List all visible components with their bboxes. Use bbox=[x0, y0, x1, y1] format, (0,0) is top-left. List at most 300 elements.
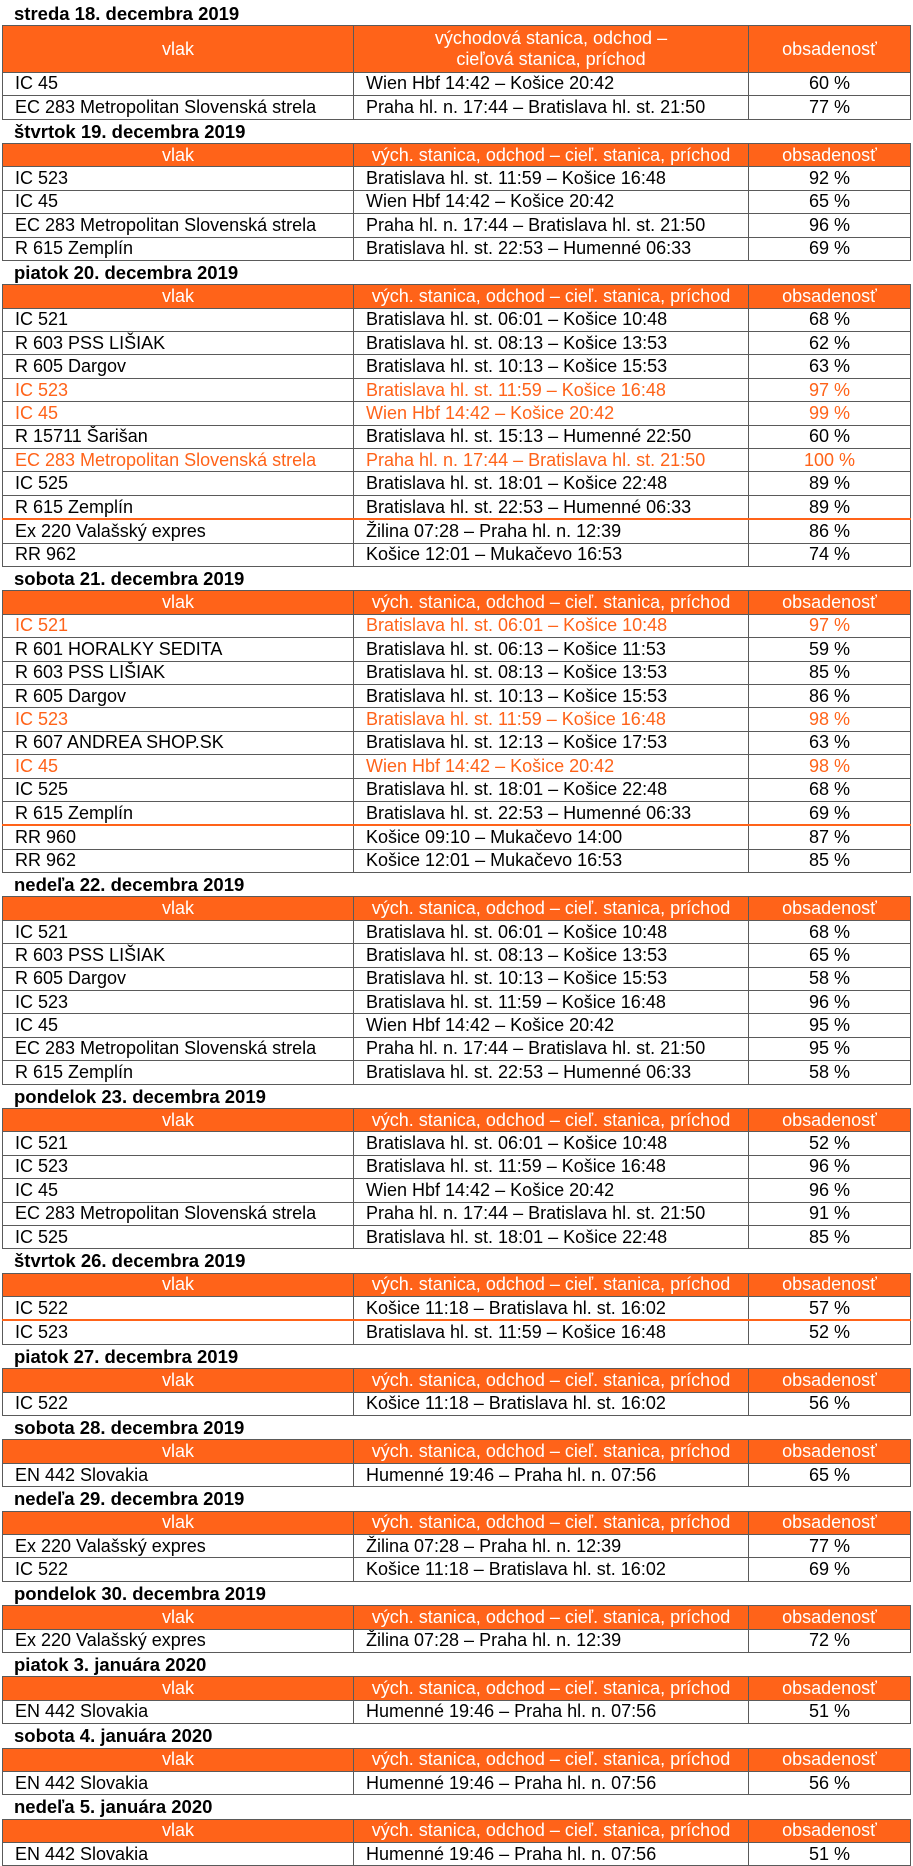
route-cell: Praha hl. n. 17:44 – Bratislava hl. st. 21:50 bbox=[354, 1202, 749, 1225]
train-cell: IC 45 bbox=[3, 755, 354, 778]
table-row bbox=[3, 801, 911, 825]
route-cell: Bratislava hl. st. 06:13 – Košice 11:53 bbox=[354, 638, 749, 661]
table-row bbox=[3, 1202, 911, 1225]
day-title: sobota 28. decembra 2019 bbox=[14, 1417, 245, 1439]
train-cell: IC 523 bbox=[3, 167, 354, 190]
route-cell: Bratislava hl. st. 11:59 – Košice 16:48 bbox=[354, 1155, 749, 1178]
column-header-occupancy: obsadenosť bbox=[749, 1108, 911, 1131]
column-header-train: vlak bbox=[3, 1369, 354, 1392]
route-cell: Bratislava hl. st. 22:53 – Humenné 06:33 bbox=[354, 495, 749, 519]
occupancy-cell: 85 % bbox=[749, 1225, 911, 1248]
route-cell: Bratislava hl. st. 11:59 – Košice 16:48 bbox=[354, 167, 749, 190]
occupancy-cell: 85 % bbox=[749, 849, 911, 872]
train-cell: R 615 Zemplín bbox=[3, 495, 354, 519]
occupancy-cell: 98 % bbox=[749, 755, 911, 778]
occupancy-table bbox=[2, 143, 911, 261]
day-section bbox=[0, 2, 913, 120]
table-row bbox=[3, 684, 911, 707]
occupancy-table bbox=[2, 1439, 911, 1487]
table-row bbox=[3, 920, 911, 943]
occupancy-cell: 77 % bbox=[749, 96, 911, 119]
occupancy-cell: 98 % bbox=[749, 708, 911, 731]
train-cell: IC 522 bbox=[3, 1297, 354, 1321]
day-title: piatok 27. decembra 2019 bbox=[14, 1345, 239, 1367]
occupancy-cell: 95 % bbox=[749, 1037, 911, 1060]
train-cell: EN 442 Slovakia bbox=[3, 1771, 354, 1794]
route-cell: Bratislava hl. st. 08:13 – Košice 13:53 bbox=[354, 944, 749, 967]
column-header-train: vlak bbox=[3, 1677, 354, 1700]
occupancy-cell: 63 % bbox=[749, 355, 911, 378]
day-title: pondelok 23. decembra 2019 bbox=[14, 1085, 266, 1107]
table-row bbox=[3, 731, 911, 754]
train-cell: RR 960 bbox=[3, 825, 354, 849]
column-header-route: vých. stanica, odchod – cieľ. stanica, príchod bbox=[354, 1748, 749, 1771]
occupancy-cell: 86 % bbox=[749, 519, 911, 543]
route-cell: Bratislava hl. st. 11:59 – Košice 16:48 bbox=[354, 378, 749, 401]
table-row bbox=[3, 1843, 911, 1866]
route-cell: Praha hl. n. 17:44 – Bratislava hl. st. 21:50 bbox=[354, 449, 749, 472]
table-header-row bbox=[3, 143, 911, 166]
train-cell: IC 523 bbox=[3, 1320, 354, 1344]
train-cell: IC 525 bbox=[3, 472, 354, 495]
table-row bbox=[3, 425, 911, 448]
table-row bbox=[3, 519, 911, 543]
day-section bbox=[0, 873, 913, 1085]
train-cell: R 605 Dargov bbox=[3, 684, 354, 707]
day-title: piatok 20. decembra 2019 bbox=[14, 261, 239, 283]
table-header-row bbox=[3, 285, 911, 308]
train-cell: IC 45 bbox=[3, 1179, 354, 1202]
occupancy-cell: 85 % bbox=[749, 661, 911, 684]
train-cell: R 15711 Šarišan bbox=[3, 425, 354, 448]
occupancy-cell: 96 % bbox=[749, 991, 911, 1014]
column-header-route: vých. stanica, odchod – cieľ. stanica, príchod bbox=[354, 1273, 749, 1296]
table-row bbox=[3, 708, 911, 731]
route-cell: Humenné 19:46 – Praha hl. n. 07:56 bbox=[354, 1463, 749, 1486]
route-cell: Bratislava hl. st. 22:53 – Humenné 06:33 bbox=[354, 801, 749, 825]
table-row bbox=[3, 825, 911, 849]
train-cell: IC 521 bbox=[3, 1132, 354, 1155]
train-cell: IC 525 bbox=[3, 1225, 354, 1248]
route-cell: Praha hl. n. 17:44 – Bratislava hl. st. 21:50 bbox=[354, 214, 749, 237]
column-header-occupancy: obsadenosť bbox=[749, 1511, 911, 1534]
train-cell: Ex 220 Valašský expres bbox=[3, 1535, 354, 1558]
route-cell: Košice 12:01 – Mukačevo 16:53 bbox=[354, 543, 749, 566]
route-cell: Bratislava hl. st. 10:13 – Košice 15:53 bbox=[354, 684, 749, 707]
table-header-row bbox=[3, 1369, 911, 1392]
table-header-row bbox=[3, 1511, 911, 1534]
route-cell: Humenné 19:46 – Praha hl. n. 07:56 bbox=[354, 1843, 749, 1866]
table-row bbox=[3, 190, 911, 213]
route-cell: Bratislava hl. st. 15:13 – Humenné 22:50 bbox=[354, 425, 749, 448]
train-cell: IC 523 bbox=[3, 378, 354, 401]
route-cell: Bratislava hl. st. 06:01 – Košice 10:48 bbox=[354, 614, 749, 637]
column-header-occupancy: obsadenosť bbox=[749, 897, 911, 920]
occupancy-cell: 95 % bbox=[749, 1014, 911, 1037]
occupancy-cell: 60 % bbox=[749, 425, 911, 448]
occupancy-cell: 69 % bbox=[749, 801, 911, 825]
route-cell: Bratislava hl. st. 06:01 – Košice 10:48 bbox=[354, 1132, 749, 1155]
table-row bbox=[3, 308, 911, 331]
route-cell: Košice 11:18 – Bratislava hl. st. 16:02 bbox=[354, 1297, 749, 1321]
occupancy-cell: 68 % bbox=[749, 308, 911, 331]
table-row bbox=[3, 1037, 911, 1060]
day-section bbox=[0, 1582, 913, 1653]
occupancy-cell: 65 % bbox=[749, 944, 911, 967]
route-cell: Humenné 19:46 – Praha hl. n. 07:56 bbox=[354, 1771, 749, 1794]
route-cell: Humenné 19:46 – Praha hl. n. 07:56 bbox=[354, 1700, 749, 1723]
occupancy-cell: 62 % bbox=[749, 332, 911, 355]
train-cell: R 615 Zemplín bbox=[3, 801, 354, 825]
table-row bbox=[3, 543, 911, 566]
day-section bbox=[0, 1653, 913, 1724]
table-row bbox=[3, 449, 911, 472]
train-cell: EN 442 Slovakia bbox=[3, 1463, 354, 1486]
occupancy-cell: 86 % bbox=[749, 684, 911, 707]
day-section bbox=[0, 1249, 913, 1345]
column-header-occupancy: obsadenosť bbox=[749, 143, 911, 166]
column-header-route: vých. stanica, odchod – cieľ. stanica, príchod bbox=[354, 1108, 749, 1131]
day-section bbox=[0, 261, 913, 567]
occupancy-cell: 96 % bbox=[749, 214, 911, 237]
occupancy-cell: 74 % bbox=[749, 543, 911, 566]
occupancy-table bbox=[2, 896, 911, 1084]
table-row bbox=[3, 944, 911, 967]
occupancy-cell: 56 % bbox=[749, 1392, 911, 1415]
occupancy-cell: 100 % bbox=[749, 449, 911, 472]
train-cell: IC 525 bbox=[3, 778, 354, 801]
occupancy-cell: 72 % bbox=[749, 1629, 911, 1652]
train-cell: IC 45 bbox=[3, 402, 354, 425]
train-cell: IC 521 bbox=[3, 920, 354, 943]
train-cell: EN 442 Slovakia bbox=[3, 1700, 354, 1723]
train-cell: RR 962 bbox=[3, 543, 354, 566]
occupancy-cell: 97 % bbox=[749, 378, 911, 401]
occupancy-table bbox=[2, 590, 911, 873]
day-section bbox=[0, 1724, 913, 1795]
column-header-route: vých. stanica, odchod – cieľ. stanica, príchod bbox=[354, 1369, 749, 1392]
route-cell: Bratislava hl. st. 18:01 – Košice 22:48 bbox=[354, 778, 749, 801]
header-line: východová stanica, odchod – bbox=[434, 28, 668, 49]
table-row bbox=[3, 96, 911, 119]
route-cell: Wien Hbf 14:42 – Košice 20:42 bbox=[354, 1014, 749, 1037]
occupancy-cell: 57 % bbox=[749, 1297, 911, 1321]
occupancy-table bbox=[2, 25, 911, 119]
train-cell: R 605 Dargov bbox=[3, 355, 354, 378]
occupancy-cell: 63 % bbox=[749, 731, 911, 754]
train-cell: IC 523 bbox=[3, 991, 354, 1014]
table-row bbox=[3, 1700, 911, 1723]
table-row bbox=[3, 1225, 911, 1248]
column-header-occupancy: obsadenosť bbox=[749, 285, 911, 308]
occupancy-cell: 65 % bbox=[749, 190, 911, 213]
occupancy-table bbox=[2, 1819, 911, 1866]
table-row bbox=[3, 495, 911, 519]
occupancy-cell: 89 % bbox=[749, 472, 911, 495]
occupancy-table bbox=[2, 1511, 911, 1582]
day-title: štvrtok 19. decembra 2019 bbox=[14, 120, 246, 142]
route-cell: Košice 11:18 – Bratislava hl. st. 16:02 bbox=[354, 1558, 749, 1581]
train-cell: R 603 PSS LIŠIAK bbox=[3, 944, 354, 967]
table-header-row bbox=[3, 1108, 911, 1131]
table-header-row bbox=[3, 897, 911, 920]
train-cell: R 615 Zemplín bbox=[3, 1061, 354, 1084]
train-cell: IC 521 bbox=[3, 308, 354, 331]
table-header-row bbox=[3, 1677, 911, 1700]
column-header-route: vých. stanica, odchod – cieľ. stanica, príchod bbox=[354, 1511, 749, 1534]
day-title: piatok 3. januára 2020 bbox=[14, 1653, 207, 1675]
table-row bbox=[3, 1014, 911, 1037]
train-cell: R 601 HORALKY SEDITA bbox=[3, 638, 354, 661]
day-section bbox=[0, 1345, 913, 1416]
route-cell: Žilina 07:28 – Praha hl. n. 12:39 bbox=[354, 1629, 749, 1652]
table-row bbox=[3, 1061, 911, 1084]
table-row bbox=[3, 1771, 911, 1794]
route-cell: Bratislava hl. st. 10:13 – Košice 15:53 bbox=[354, 967, 749, 990]
route-cell: Bratislava hl. st. 06:01 – Košice 10:48 bbox=[354, 308, 749, 331]
table-row bbox=[3, 991, 911, 1014]
route-cell: Bratislava hl. st. 22:53 – Humenné 06:33 bbox=[354, 237, 749, 260]
route-cell: Bratislava hl. st. 12:13 – Košice 17:53 bbox=[354, 731, 749, 754]
day-title: nedeľa 29. decembra 2019 bbox=[14, 1488, 245, 1510]
occupancy-cell: 96 % bbox=[749, 1155, 911, 1178]
route-cell: Bratislava hl. st. 06:01 – Košice 10:48 bbox=[354, 920, 749, 943]
column-header-train: vlak bbox=[3, 26, 354, 72]
table-row bbox=[3, 214, 911, 237]
day-section bbox=[0, 567, 913, 873]
route-cell: Praha hl. n. 17:44 – Bratislava hl. st. 21:50 bbox=[354, 96, 749, 119]
column-header-occupancy: obsadenosť bbox=[749, 1677, 911, 1700]
train-cell: EC 283 Metropolitan Slovenská strela bbox=[3, 1202, 354, 1225]
table-row bbox=[3, 1297, 911, 1321]
table-row bbox=[3, 237, 911, 260]
day-section bbox=[0, 1487, 913, 1582]
column-header-occupancy: obsadenosť bbox=[749, 1440, 911, 1463]
table-header-row bbox=[3, 1819, 911, 1842]
table-row bbox=[3, 1392, 911, 1415]
table-row bbox=[3, 778, 911, 801]
column-header-route: vých. stanica, odchod – cieľ. stanica, príchod bbox=[354, 285, 749, 308]
route-cell: Wien Hbf 14:42 – Košice 20:42 bbox=[354, 190, 749, 213]
train-cell: R 605 Dargov bbox=[3, 967, 354, 990]
table-row bbox=[3, 332, 911, 355]
train-cell: IC 522 bbox=[3, 1558, 354, 1581]
train-cell: EC 283 Metropolitan Slovenská strela bbox=[3, 214, 354, 237]
train-cell: IC 521 bbox=[3, 614, 354, 637]
occupancy-cell: 69 % bbox=[749, 1558, 911, 1581]
route-cell: Bratislava hl. st. 08:13 – Košice 13:53 bbox=[354, 332, 749, 355]
table-row bbox=[3, 1535, 911, 1558]
route-cell: Wien Hbf 14:42 – Košice 20:42 bbox=[354, 755, 749, 778]
train-cell: IC 45 bbox=[3, 190, 354, 213]
train-cell: EC 283 Metropolitan Slovenská strela bbox=[3, 96, 354, 119]
column-header-occupancy: obsadenosť bbox=[749, 1748, 911, 1771]
column-header-train: vlak bbox=[3, 1273, 354, 1296]
table-row bbox=[3, 1155, 911, 1178]
column-header-route: vých. stanica, odchod – cieľ. stanica, príchod bbox=[354, 1819, 749, 1842]
train-cell: Ex 220 Valašský expres bbox=[3, 519, 354, 543]
occupancy-table bbox=[2, 1273, 911, 1345]
train-cell: IC 522 bbox=[3, 1392, 354, 1415]
table-header-row bbox=[3, 1606, 911, 1629]
table-row bbox=[3, 167, 911, 190]
column-header-train: vlak bbox=[3, 897, 354, 920]
occupancy-cell: 87 % bbox=[749, 825, 911, 849]
table-row bbox=[3, 378, 911, 401]
day-section bbox=[0, 120, 913, 261]
route-cell: Wien Hbf 14:42 – Košice 20:42 bbox=[354, 72, 749, 95]
column-header-train: vlak bbox=[3, 285, 354, 308]
day-section bbox=[0, 1795, 913, 1866]
day-title: pondelok 30. decembra 2019 bbox=[14, 1582, 266, 1604]
table-row bbox=[3, 402, 911, 425]
route-cell: Bratislava hl. st. 18:01 – Košice 22:48 bbox=[354, 472, 749, 495]
route-cell: Praha hl. n. 17:44 – Bratislava hl. st. 21:50 bbox=[354, 1037, 749, 1060]
table-header-row bbox=[3, 26, 911, 72]
occupancy-cell: 60 % bbox=[749, 72, 911, 95]
route-cell: Bratislava hl. st. 08:13 – Košice 13:53 bbox=[354, 661, 749, 684]
route-cell: Wien Hbf 14:42 – Košice 20:42 bbox=[354, 1179, 749, 1202]
route-cell: Košice 11:18 – Bratislava hl. st. 16:02 bbox=[354, 1392, 749, 1415]
train-cell: IC 523 bbox=[3, 1155, 354, 1178]
route-cell: Bratislava hl. st. 11:59 – Košice 16:48 bbox=[354, 991, 749, 1014]
occupancy-cell: 68 % bbox=[749, 920, 911, 943]
route-cell: Wien Hbf 14:42 – Košice 20:42 bbox=[354, 402, 749, 425]
day-section bbox=[0, 1085, 913, 1250]
occupancy-cell: 52 % bbox=[749, 1320, 911, 1344]
day-title: nedeľa 22. decembra 2019 bbox=[14, 874, 245, 896]
header-line: cieľová stanica, príchod bbox=[456, 49, 646, 70]
column-header-occupancy: obsadenosť bbox=[749, 1369, 911, 1392]
train-cell: EN 442 Slovakia bbox=[3, 1843, 354, 1866]
table-row bbox=[3, 1320, 911, 1344]
occupancy-table bbox=[2, 1676, 911, 1724]
table-header-row bbox=[3, 1440, 911, 1463]
occupancy-cell: 68 % bbox=[749, 778, 911, 801]
occupancy-cell: 52 % bbox=[749, 1132, 911, 1155]
train-cell: EC 283 Metropolitan Slovenská strela bbox=[3, 1037, 354, 1060]
column-header-train: vlak bbox=[3, 1748, 354, 1771]
train-cell: RR 962 bbox=[3, 849, 354, 872]
column-header-occupancy: obsadenosť bbox=[749, 26, 911, 72]
column-header-route: vých. stanica, odchod – cieľ. stanica, príchod bbox=[354, 1677, 749, 1700]
route-cell: Bratislava hl. st. 10:13 – Košice 15:53 bbox=[354, 355, 749, 378]
occupancy-table bbox=[2, 1605, 911, 1653]
column-header-route: vých. stanica, odchod – cieľ. stanica, príchod bbox=[354, 897, 749, 920]
occupancy-cell: 58 % bbox=[749, 1061, 911, 1084]
train-cell: R 607 ANDREA SHOP.SK bbox=[3, 731, 354, 754]
occupancy-cell: 89 % bbox=[749, 495, 911, 519]
column-header-route: vých. stanica, odchod – cieľ. stanica, príchod bbox=[354, 591, 749, 614]
column-header-route: vých. stanica, odchod – cieľ. stanica, príchod bbox=[354, 1606, 749, 1629]
train-cell: R 615 Zemplín bbox=[3, 237, 354, 260]
day-title: sobota 21. decembra 2019 bbox=[14, 567, 245, 589]
table-row bbox=[3, 638, 911, 661]
train-cell: IC 523 bbox=[3, 708, 354, 731]
occupancy-table bbox=[2, 284, 911, 567]
column-header-route: vých. stanica, odchod – cieľ. stanica, príchod bbox=[354, 1440, 749, 1463]
train-cell: Ex 220 Valašský expres bbox=[3, 1629, 354, 1652]
column-header-route bbox=[354, 26, 749, 72]
column-header-occupancy: obsadenosť bbox=[749, 1606, 911, 1629]
table-header-row bbox=[3, 1748, 911, 1771]
day-section bbox=[0, 1416, 913, 1487]
occupancy-table bbox=[2, 1748, 911, 1796]
column-header-train: vlak bbox=[3, 1440, 354, 1463]
table-row bbox=[3, 1629, 911, 1652]
column-header-train: vlak bbox=[3, 1108, 354, 1131]
occupancy-cell: 65 % bbox=[749, 1463, 911, 1486]
column-header-route: vých. stanica, odchod – cieľ. stanica, príchod bbox=[354, 143, 749, 166]
column-header-train: vlak bbox=[3, 1819, 354, 1842]
route-cell: Bratislava hl. st. 22:53 – Humenné 06:33 bbox=[354, 1061, 749, 1084]
occupancy-table bbox=[2, 1108, 911, 1249]
table-row bbox=[3, 355, 911, 378]
table-row bbox=[3, 1463, 911, 1486]
train-cell: IC 45 bbox=[3, 1014, 354, 1037]
column-header-occupancy: obsadenosť bbox=[749, 591, 911, 614]
route-cell: Košice 09:10 – Mukačevo 14:00 bbox=[354, 825, 749, 849]
occupancy-cell: 56 % bbox=[749, 1771, 911, 1794]
occupancy-cell: 69 % bbox=[749, 237, 911, 260]
route-cell: Bratislava hl. st. 18:01 – Košice 22:48 bbox=[354, 1225, 749, 1248]
route-cell: Košice 12:01 – Mukačevo 16:53 bbox=[354, 849, 749, 872]
table-row bbox=[3, 1179, 911, 1202]
day-title: nedeľa 5. januára 2020 bbox=[14, 1796, 213, 1818]
column-header-train: vlak bbox=[3, 1606, 354, 1629]
occupancy-cell: 92 % bbox=[749, 167, 911, 190]
occupancy-cell: 51 % bbox=[749, 1700, 911, 1723]
occupancy-cell: 91 % bbox=[749, 1202, 911, 1225]
occupancy-cell: 51 % bbox=[749, 1843, 911, 1866]
occupancy-table bbox=[2, 1368, 911, 1416]
table-row bbox=[3, 614, 911, 637]
table-header-row bbox=[3, 591, 911, 614]
route-cell: Žilina 07:28 – Praha hl. n. 12:39 bbox=[354, 519, 749, 543]
column-header-train: vlak bbox=[3, 1511, 354, 1534]
occupancy-cell: 77 % bbox=[749, 1535, 911, 1558]
occupancy-cell: 97 % bbox=[749, 614, 911, 637]
table-row bbox=[3, 661, 911, 684]
occupancy-cell: 96 % bbox=[749, 1179, 911, 1202]
train-cell: EC 283 Metropolitan Slovenská strela bbox=[3, 449, 354, 472]
train-cell: R 603 PSS LIŠIAK bbox=[3, 661, 354, 684]
route-cell: Bratislava hl. st. 11:59 – Košice 16:48 bbox=[354, 708, 749, 731]
occupancy-cell: 99 % bbox=[749, 402, 911, 425]
table-row bbox=[3, 849, 911, 872]
table-row bbox=[3, 1132, 911, 1155]
occupancy-cell: 58 % bbox=[749, 967, 911, 990]
column-header-train: vlak bbox=[3, 143, 354, 166]
route-cell: Žilina 07:28 – Praha hl. n. 12:39 bbox=[354, 1535, 749, 1558]
day-title: sobota 4. januára 2020 bbox=[14, 1725, 213, 1747]
route-cell: Bratislava hl. st. 11:59 – Košice 16:48 bbox=[354, 1320, 749, 1344]
table-header-row bbox=[3, 1273, 911, 1296]
day-title: streda 18. decembra 2019 bbox=[14, 3, 240, 24]
day-title: štvrtok 26. decembra 2019 bbox=[14, 1250, 246, 1272]
column-header-occupancy: obsadenosť bbox=[749, 1273, 911, 1296]
table-row bbox=[3, 967, 911, 990]
table-row bbox=[3, 472, 911, 495]
column-header-occupancy: obsadenosť bbox=[749, 1819, 911, 1842]
column-header-train: vlak bbox=[3, 591, 354, 614]
train-cell: IC 45 bbox=[3, 72, 354, 95]
table-row bbox=[3, 72, 911, 95]
table-row bbox=[3, 755, 911, 778]
occupancy-cell: 59 % bbox=[749, 638, 911, 661]
train-cell: R 603 PSS LIŠIAK bbox=[3, 332, 354, 355]
table-row bbox=[3, 1558, 911, 1581]
